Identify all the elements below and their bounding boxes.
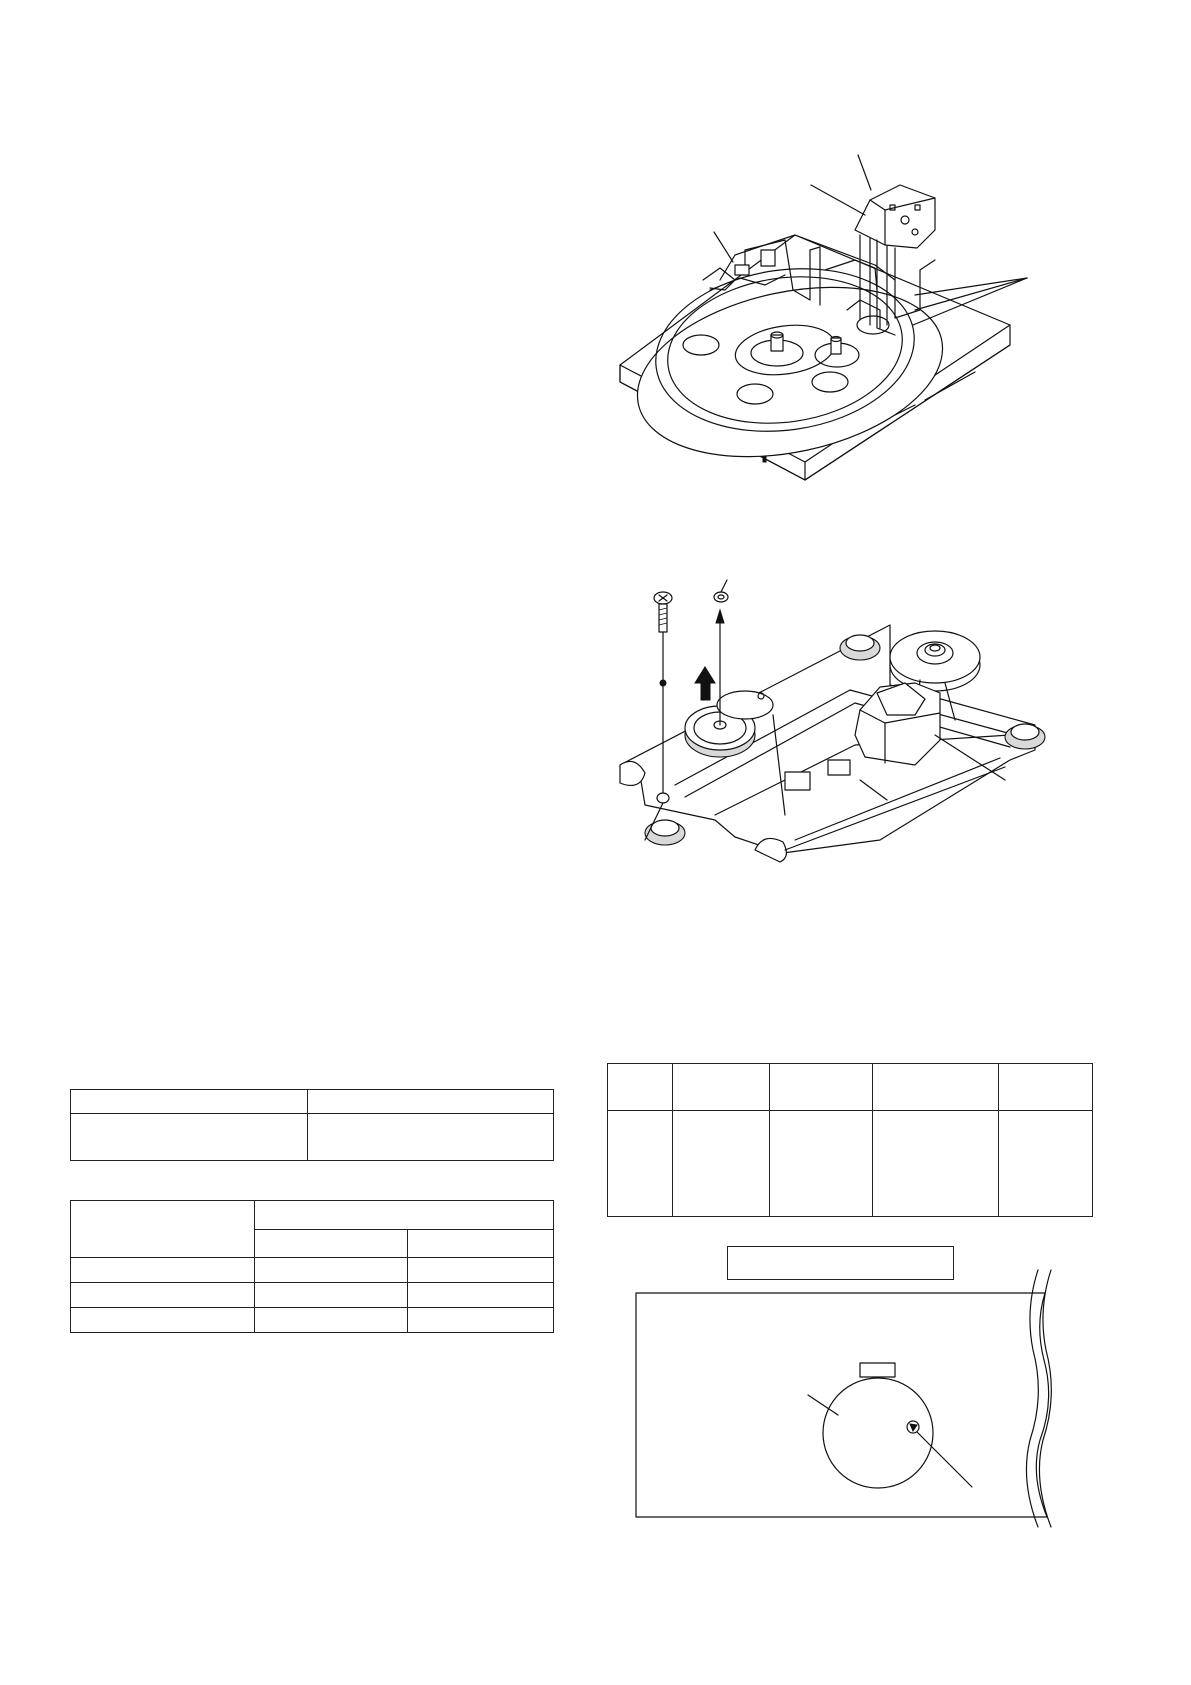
cd-mechanism-figure xyxy=(615,150,1035,495)
table-header-cell xyxy=(255,1230,408,1258)
spec-table-wide xyxy=(607,1063,1093,1217)
table-cell xyxy=(71,1308,255,1333)
spec-table-small xyxy=(70,1089,554,1161)
table-header-cell xyxy=(408,1230,554,1258)
table-cell xyxy=(255,1258,408,1283)
washer-icon xyxy=(714,592,728,602)
table-cell xyxy=(408,1258,554,1283)
table-header-cell xyxy=(673,1064,770,1111)
leader-line-icon xyxy=(858,155,871,190)
table-cell xyxy=(408,1308,554,1333)
leader-line-icon xyxy=(714,232,733,262)
table-cell xyxy=(770,1111,873,1217)
table-cell xyxy=(255,1308,408,1333)
table-cell xyxy=(71,1090,308,1114)
leader-line-icon xyxy=(811,185,865,215)
table-cell xyxy=(408,1283,554,1308)
table-cell xyxy=(255,1283,408,1308)
leader-line-icon xyxy=(915,278,1027,295)
table-header-cell xyxy=(873,1064,999,1111)
table-cell xyxy=(673,1111,770,1217)
pickup-lens-circle xyxy=(823,1378,933,1488)
table-cell xyxy=(71,1258,255,1283)
table-header-cell xyxy=(999,1064,1093,1111)
table-header-cell xyxy=(608,1064,673,1111)
table-cell xyxy=(608,1111,673,1217)
table-cell xyxy=(71,1283,255,1308)
table-header-cell xyxy=(255,1201,554,1230)
table-cell xyxy=(873,1111,999,1217)
adjustment-panel-figure xyxy=(630,1265,1070,1530)
table-cell xyxy=(308,1090,554,1114)
up-arrow-icon xyxy=(716,610,724,623)
table-cell xyxy=(308,1114,554,1161)
table-header-cell xyxy=(71,1201,255,1258)
spec-table-grouped xyxy=(70,1200,554,1333)
up-arrow-icon xyxy=(695,667,715,700)
motor-board xyxy=(855,185,935,248)
table-cell xyxy=(999,1111,1093,1217)
pickup-gear-figure xyxy=(615,575,1075,895)
table-cell xyxy=(71,1114,308,1161)
table-header-cell xyxy=(770,1064,873,1111)
